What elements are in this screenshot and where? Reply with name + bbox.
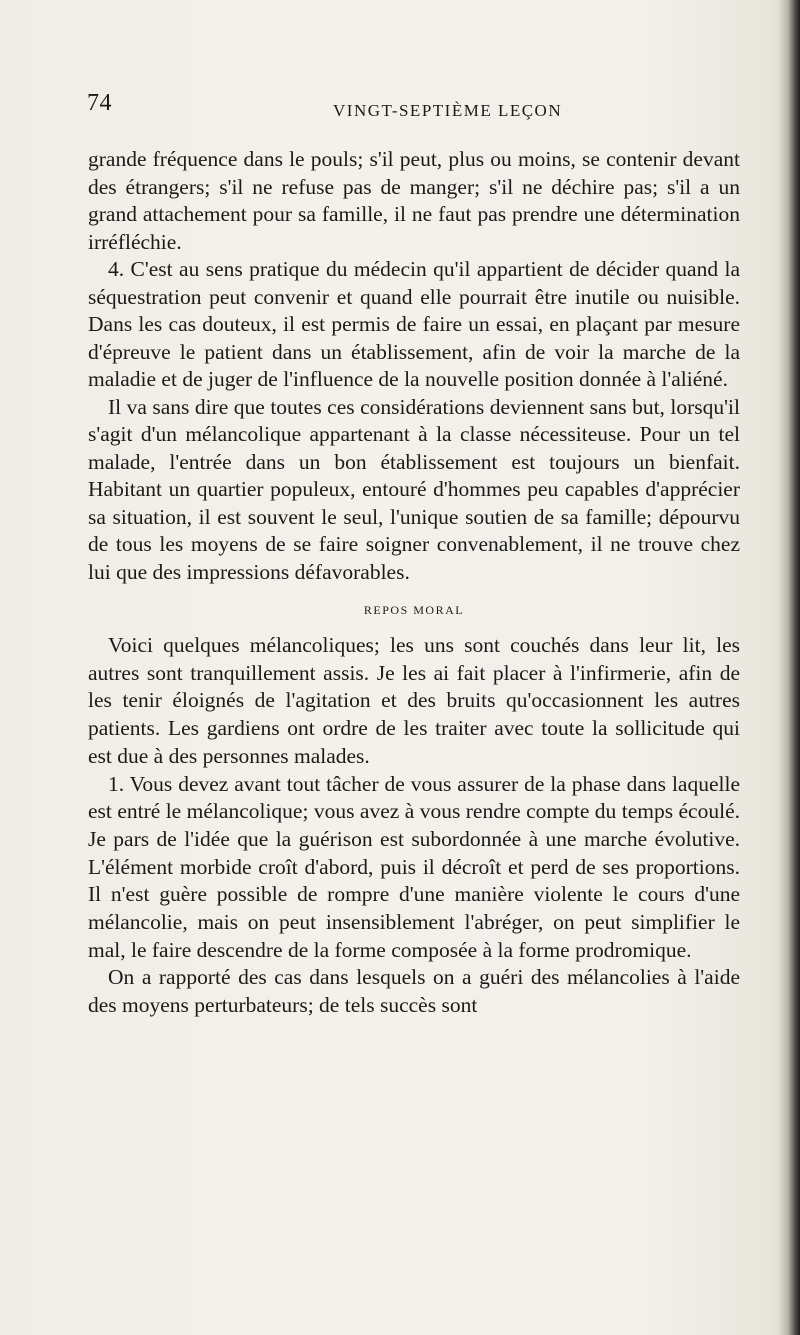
paragraph-continuation: grande fréquence dans le pouls; s'il peut, plus ou moins, se contenir devant des étrangers; s'il ne refuse pas de manger; s'il ne déchire pas; s'il a un grand attachement pour sa famille, il ne faut pas prendre une détermination irréfléchie. [88, 147, 740, 254]
page-header [0, 90, 800, 126]
running-head: VINGT-SEPTIÈME LEÇON [333, 101, 563, 120]
paragraph-point-4: 4. C'est au sens pratique du médecin qu'il appartient de décider quand la séquestration peut convenir et quand elle pourrait être inutile ou nuisible. Dans les cas douteux, il est permis de faire un essai, en plaçant par mesure d'épreuve le patient dans un établissement, afin de voir la marche de la maladie et de juger de l'influence de la nouvelle position donnée à l'aliéné. [88, 257, 740, 391]
paragraph-necessitous-patient: Il va sans dire que toutes ces considérations deviennent sans but, lorsqu'il s'agit d'un mélancolique appartenant à la classe nécessiteuse. Pour un tel malade, l'entrée dans un bon établissement est toujours un bienfait. Habitant un quartier populeux, entouré d'hommes peu capables d'apprécier sa situation, il est souvent le seul, l'unique soutien de sa famille; dépourvu de tous les moyens de se faire soigner convenablement, il ne trouve chez lui que des impressions défavorables. [88, 394, 740, 584]
paragraph-infirmary: Voici quelques mélancoliques; les uns sont couchés dans leur lit, les autres sont tranquillement assis. Je les ai fait placer à l'infirmerie, afin de les tenir éloignés de l'agitation et des bruits qu'occasionnent les autres patients. Les gardiens ont ordre de les traiter avec toute la sollicitude qui est due à des personnes malades. [88, 633, 740, 768]
page-edge-shadow [778, 0, 800, 1335]
paragraph-point-1: 1. Vous devez avant tout tâcher de vous assurer de la phase dans laquelle est entré le mélancolique; vous avez à vous rendre compte du temps écoulé. Je pars de l'idée que la guérison est subordonnée à une marche évolutive. L'élément morbide croît d'abord, puis il décroît et perd de ses proportions. Il n'est guère possible de rompre d'une manière violente le cours d'une mélancolie, mais on peut insensiblement l'abréger, on peut simplifier le mal, le faire descendre de la forme composée à la forme prodromique. [88, 771, 740, 962]
paragraph-perturbing-means: On a rapporté des cas dans lesquels on a guéri des mélancolies à l'aide des moyens perturbateurs; de tels succès sont [88, 965, 740, 1018]
body-text [88, 146, 740, 1020]
page-number: 74 [87, 90, 112, 116]
section-title: REPOS MORAL [363, 603, 465, 617]
